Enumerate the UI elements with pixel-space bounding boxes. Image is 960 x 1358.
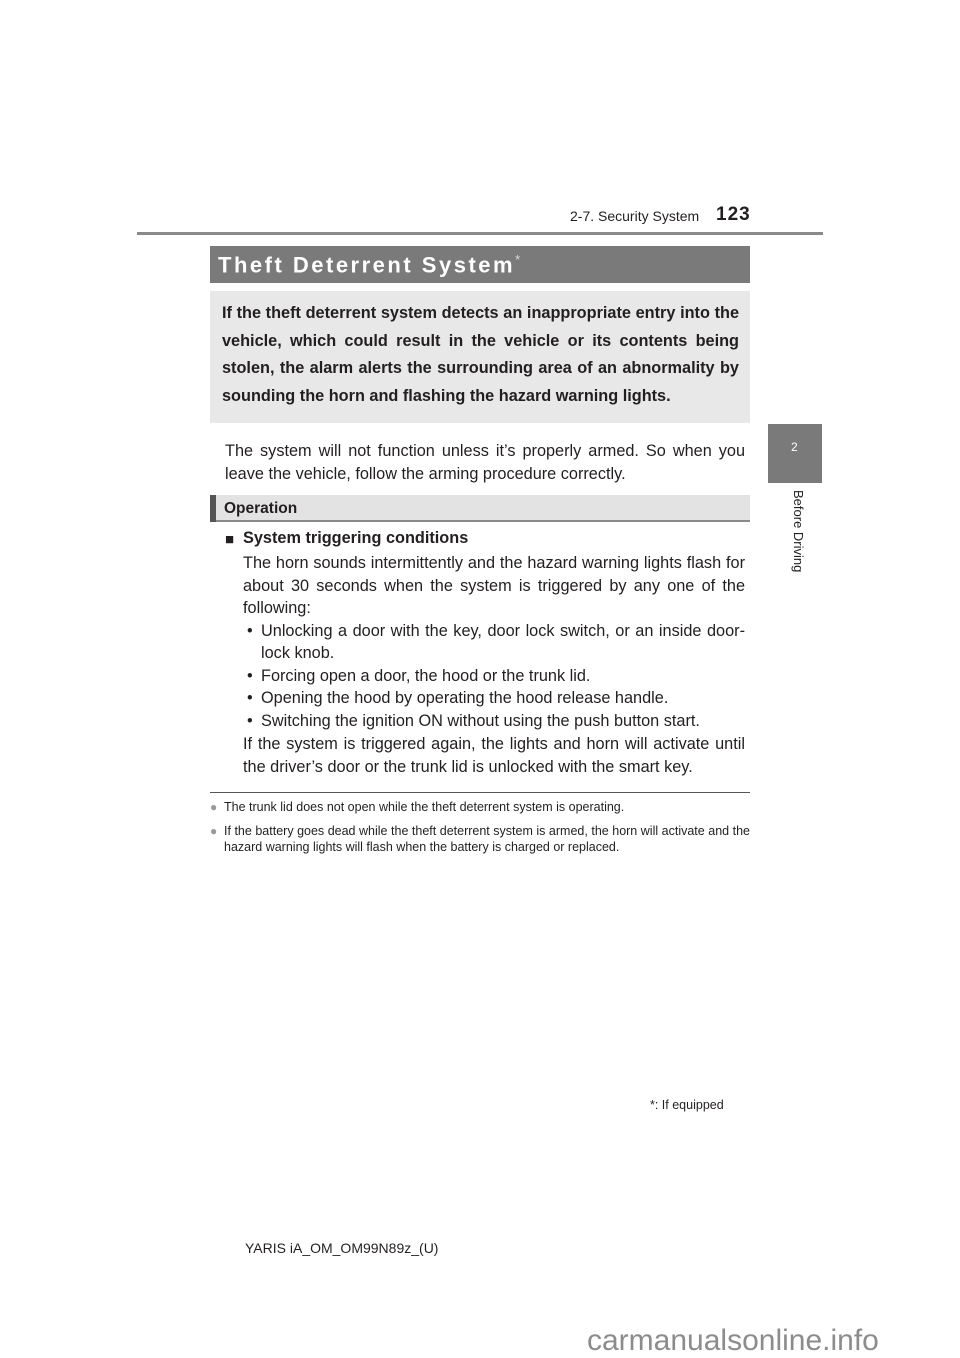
title-asterisk: * — [515, 252, 523, 267]
note-text: If the battery goes dead while the theft deterrent system is armed, the horn will activate and the hazard warning lights will flash when the battery is charged or replaced. — [224, 824, 750, 854]
list-item-text: Opening the hood by operating the hood release handle. — [261, 689, 669, 707]
chapter-label — [768, 490, 822, 600]
retrigger-text: If the system is triggered again, the lights and horn will activate until the driver’s door or the trunk lid is unlocked with the smart key. — [243, 735, 745, 776]
circle-bullet-icon: ● — [210, 824, 218, 838]
note-item — [210, 799, 750, 815]
intro-box — [210, 291, 750, 423]
list-item-text: Forcing open a door, the hood or the trunk lid. — [261, 666, 591, 685]
note-text: The trunk lid does not open while the theft deterrent system is operating. — [224, 800, 625, 814]
note-item — [210, 823, 750, 855]
page-number: 123 — [716, 204, 751, 225]
square-bullet-icon: ■ — [225, 531, 235, 548]
section-label: 2-7. Security System — [570, 208, 700, 224]
operation-heading: Operation — [224, 500, 298, 517]
intro-text: If the theft deterrent system detects an inappropriate entry into the vehicle, which could result in the vehicle or its contents being stolen, the alarm alerts the surrounding area of an abnormality by sounding the horn and flashing the hazard warning lights. — [222, 304, 739, 405]
heading-accent — [210, 495, 216, 522]
list-item: • Opening the hood by operating the hood release handle. — [247, 689, 669, 707]
list-item: • Switching the ignition ON without using the push button start. — [247, 711, 700, 730]
trigger-intro: The horn sounds intermittently and the hazard warning lights flash for about 30 seconds when the system is triggered by any one of the following: — [243, 554, 745, 617]
page-title — [218, 252, 523, 278]
list-item: • Unlocking a door with the key, door lock switch, or an inside door-lock knob. — [247, 621, 745, 662]
circle-bullet-icon: ● — [210, 800, 218, 814]
notes-divider — [210, 792, 750, 793]
trigger-list — [243, 620, 745, 733]
list-item-text: Unlocking a door with the key, door lock switch, or an inside door-lock knob. — [261, 621, 745, 662]
trigger-conditions — [243, 552, 745, 732]
chapter-label-text: Before Driving — [791, 490, 806, 573]
footer-code: YARIS iA_OM_OM99N89z_(U) — [245, 1240, 439, 1256]
subheading: System triggering conditions — [243, 529, 469, 547]
chapter-number: 2 — [791, 440, 798, 454]
header-divider — [137, 232, 823, 235]
list-item: • Forcing open a door, the hood or the trunk lid. — [247, 666, 591, 685]
body-paragraph: The system will not function unless it’s properly armed. So when you leave the vehicle, follow the arming procedure correctly. — [225, 442, 745, 483]
title-text: Theft Deterrent System — [218, 252, 516, 278]
footnote: *: If equipped — [650, 1098, 724, 1112]
watermark: carmanualsonline.info — [587, 1324, 879, 1357]
list-item-text: Switching the ignition ON without using the push button start. — [261, 711, 700, 730]
